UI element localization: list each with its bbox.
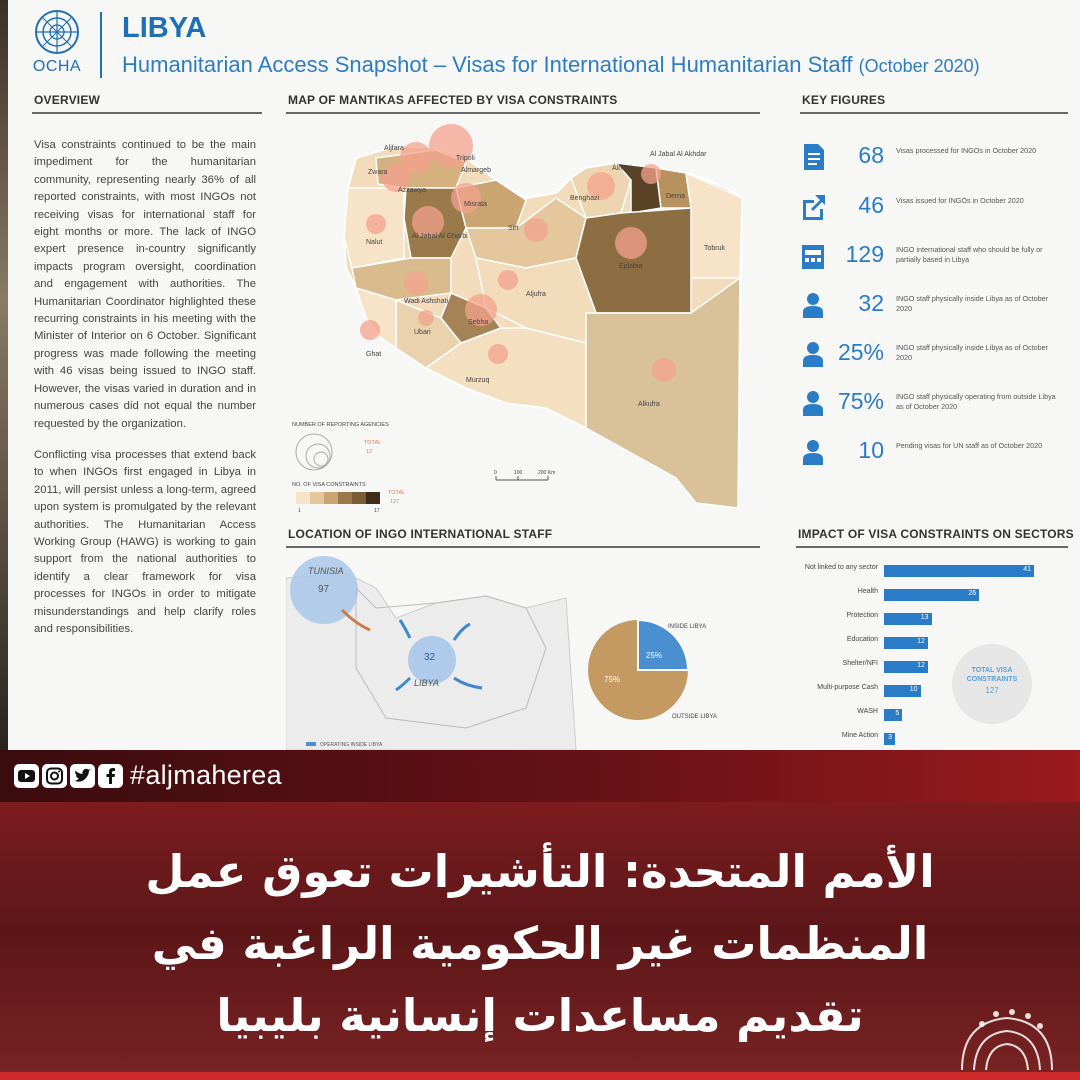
scale-200: 200 Km bbox=[538, 470, 556, 476]
person-icon bbox=[800, 388, 826, 418]
map-bubble bbox=[404, 271, 428, 295]
key-figure-value: 129 bbox=[845, 241, 884, 267]
headline-line: الأمم المتحدة: التأشيرات تعوق عمل bbox=[145, 845, 935, 898]
location-pie-chart bbox=[588, 620, 688, 720]
map-bubble bbox=[615, 227, 647, 259]
un-emblem-icon bbox=[33, 8, 81, 56]
sector-label: Shelter/NFI bbox=[842, 660, 878, 667]
sector-row bbox=[800, 588, 1070, 602]
libya-label: LIBYA bbox=[414, 678, 440, 688]
youtube-icon[interactable] bbox=[14, 764, 39, 788]
location-panel bbox=[286, 548, 756, 750]
location-map-svg bbox=[286, 548, 756, 750]
sector-row bbox=[800, 732, 1070, 746]
key-figure-row bbox=[800, 188, 1070, 228]
map-label: Ubari bbox=[414, 329, 431, 336]
map-label: Derna bbox=[666, 193, 686, 200]
map-bubble bbox=[524, 218, 548, 242]
key-figure-desc: INGO staff physically operating from outside Libya as of October 2020 bbox=[896, 392, 1056, 411]
map-label: Wadi Ashshati bbox=[404, 298, 449, 305]
photo-edge bbox=[0, 0, 8, 750]
social-icons bbox=[14, 764, 123, 790]
key-figure-value: 10 bbox=[858, 437, 884, 463]
key-figure-row bbox=[800, 433, 1070, 473]
map-label: Al Jabal Al Gharbi bbox=[412, 233, 468, 240]
bottom-accent-bar bbox=[0, 1072, 1080, 1080]
map-label: Aljfara bbox=[384, 145, 404, 152]
legend-constraints-scale bbox=[296, 492, 380, 504]
map-label: Benghazi bbox=[570, 195, 600, 202]
map-bubble bbox=[498, 270, 518, 290]
brand-ornament-icon bbox=[952, 1004, 1062, 1072]
sector-label: Protection bbox=[846, 612, 878, 619]
sector-label: WASH bbox=[857, 708, 878, 715]
sector-row bbox=[800, 612, 1070, 626]
sector-bar bbox=[884, 685, 921, 697]
map-rule bbox=[286, 112, 760, 114]
legend-agencies-total: TOTAL bbox=[364, 440, 382, 446]
key-figure-value: 75% bbox=[837, 388, 884, 414]
document-title bbox=[122, 52, 980, 78]
header-divider bbox=[100, 12, 102, 78]
map-label: Ghat bbox=[366, 351, 382, 358]
facebook-icon[interactable] bbox=[98, 764, 123, 788]
legend-agencies-title: NUMBER OF REPORTING AGENCIES bbox=[292, 422, 389, 428]
map-bubble bbox=[451, 183, 481, 213]
key-figures-rule bbox=[800, 112, 1068, 114]
map-label: Zwara bbox=[368, 169, 388, 176]
pie-outside-label: OUTSIDE LIBYA bbox=[672, 714, 717, 720]
sector-bar bbox=[884, 589, 979, 601]
overview-paragraph: Conflicting visa processes that extend back to when INGOs first engaged in Libya in 2011, will persist unless a long-term, agreed upon system is promulgated by the relevant authorities. The Humanitarian Access Working Group (HAWG) is working to gain support from the national authorities to identify a clear framework for visa processes for INGOs in order to mitigate misunderstandings and help clarify roles and responsibilities. bbox=[34, 448, 256, 635]
key-figure-value: 25% bbox=[837, 339, 884, 365]
location-title: LOCATION OF INGO INTERNATIONAL STAFF bbox=[288, 527, 553, 541]
sector-value: 10 bbox=[909, 686, 918, 693]
external-link-icon bbox=[800, 192, 826, 222]
legend-swatch bbox=[306, 742, 316, 746]
map-region bbox=[586, 278, 740, 508]
country-title: LIBYA bbox=[122, 12, 207, 44]
map-scale-bar bbox=[496, 476, 548, 480]
key-figure-value: 46 bbox=[858, 192, 884, 218]
map-label: Ejdabia bbox=[619, 263, 643, 270]
key-figure-value: 32 bbox=[858, 290, 884, 316]
person-icon bbox=[800, 290, 826, 320]
sector-value: 3 bbox=[888, 734, 892, 741]
libya-map-svg bbox=[286, 118, 756, 518]
map-label: Al Jabal Al Akhdar bbox=[650, 151, 707, 158]
location-legend: OPERATING INSIDE LIBYA bbox=[320, 742, 383, 748]
map-bubble bbox=[418, 310, 434, 326]
key-figure-desc: INGO staff physically inside Libya as of October 2020 bbox=[896, 343, 1049, 362]
map-label: Alkufra bbox=[638, 401, 660, 408]
person-icon bbox=[800, 339, 826, 369]
sectors-bar-chart bbox=[800, 556, 1070, 750]
key-figure-row bbox=[800, 384, 1070, 424]
key-figure-desc: Pending visas for UN staff as of October 2020 bbox=[896, 441, 1043, 450]
overview-rule bbox=[32, 112, 262, 114]
sector-bar bbox=[884, 565, 1034, 577]
person-icon bbox=[800, 437, 826, 467]
sectors-rule bbox=[796, 546, 1068, 548]
sector-label: Education bbox=[846, 636, 878, 643]
key-figure-desc: Visas issued for INGOs in October 2020 bbox=[896, 196, 1024, 205]
document-header bbox=[18, 6, 1078, 86]
sector-bar bbox=[884, 661, 928, 673]
scale-0: 0 bbox=[494, 470, 497, 476]
tunisia-label: TUNISIA bbox=[308, 566, 344, 576]
ingo-building-icon bbox=[800, 241, 826, 271]
map-title: MAP OF MANTIKAS AFFECTED BY VISA CONSTRAINTS bbox=[288, 93, 618, 107]
map-label: Almargeb bbox=[461, 167, 491, 174]
map-region bbox=[576, 208, 691, 313]
legend-agencies-total-val: 12 bbox=[366, 449, 373, 455]
sector-value: 5 bbox=[895, 710, 900, 717]
total-constraints-value: 127 bbox=[985, 686, 999, 695]
key-figures-title: KEY FIGURES bbox=[802, 93, 886, 107]
key-figure-row bbox=[800, 237, 1070, 277]
map-label: Misrata bbox=[464, 201, 487, 208]
map-label: Tripoli bbox=[456, 155, 475, 162]
legend-constraints-max: 17 bbox=[374, 508, 380, 514]
sector-row bbox=[800, 564, 1070, 578]
map-label: Murzuq bbox=[466, 377, 490, 384]
org-name: OCHA bbox=[32, 58, 82, 75]
headline-line: تقديم مساعدات إنسانية بليبيا bbox=[216, 989, 864, 1042]
legend-agencies-circles bbox=[296, 434, 332, 470]
pie-inside-value: 25% bbox=[646, 651, 663, 660]
legend-constraints-total-val: 127 bbox=[390, 499, 400, 505]
sector-bar bbox=[884, 637, 928, 649]
map-label: Azzawya bbox=[398, 187, 427, 194]
sector-row bbox=[800, 708, 1070, 722]
document-icon bbox=[800, 142, 826, 172]
legend-constraints-title: NO. OF VISA CONSTRAINTS bbox=[292, 482, 366, 488]
key-figure-desc: Visas processed for INGOs in October 2020 bbox=[896, 146, 1037, 155]
sector-label: Multi-purpose Cash bbox=[817, 684, 878, 691]
sector-bar bbox=[884, 733, 895, 745]
headline-line: المنظمات غير الحكومية الراغبة في bbox=[151, 917, 929, 970]
pie-outside-value: 75% bbox=[604, 675, 621, 684]
key-figure-value: 68 bbox=[858, 142, 884, 168]
map-label: Aljufra bbox=[526, 291, 546, 298]
total-constraints-circle bbox=[952, 644, 1032, 724]
legend-constraints-min: 1 bbox=[298, 508, 301, 514]
sector-bar bbox=[884, 709, 902, 721]
sector-value: 13 bbox=[920, 614, 929, 621]
document-date: (October 2020) bbox=[858, 56, 980, 76]
key-figure-desc: INGO international staff who should be fully or partially based in Libya bbox=[896, 245, 1043, 264]
map-label: Almarj bbox=[612, 165, 632, 172]
key-figure-row bbox=[800, 286, 1070, 326]
map-label: Nalut bbox=[366, 239, 383, 246]
sector-value: 12 bbox=[917, 638, 925, 645]
headline bbox=[90, 836, 990, 1052]
instagram-icon[interactable] bbox=[42, 764, 67, 788]
tunisia-value: 97 bbox=[318, 584, 330, 595]
social-handle[interactable]: #aljmaherea bbox=[130, 760, 282, 790]
total-constraints-label: TOTAL VISA CONSTRAINTS bbox=[966, 667, 1018, 683]
map-region bbox=[686, 173, 742, 278]
scale-100: 100 bbox=[514, 470, 523, 476]
document-title-text: Humanitarian Access Snapshot – Visas for International Humanitarian Staff bbox=[122, 52, 853, 77]
map-label: Tobruk bbox=[704, 245, 726, 252]
sector-label: Mine Action bbox=[841, 732, 878, 739]
sectors-title: IMPACT OF VISA CONSTRAINTS ON SECTORS bbox=[798, 527, 1074, 541]
sector-row bbox=[800, 636, 1070, 650]
overview-text bbox=[34, 137, 256, 652]
sector-value: 12 bbox=[917, 662, 925, 669]
map-label: Sebha bbox=[468, 319, 489, 326]
libya-map bbox=[286, 118, 756, 518]
legend-constraints-total: TOTAL bbox=[388, 490, 406, 496]
map-bubble bbox=[360, 320, 380, 340]
key-figure-desc: INGO staff physically inside Libya as of October 2020 bbox=[896, 294, 1049, 313]
pie-inside-label: INSIDE LIBYA bbox=[668, 624, 707, 630]
key-figure-row bbox=[800, 138, 1070, 178]
ocha-logo bbox=[22, 6, 92, 82]
map-bubble bbox=[641, 164, 661, 184]
key-figure-row bbox=[800, 335, 1070, 375]
sector-label: Health bbox=[857, 588, 878, 595]
sector-bar bbox=[884, 613, 932, 625]
sector-value: 26 bbox=[968, 590, 977, 597]
map-label: Sirt bbox=[508, 225, 519, 232]
sector-value: 41 bbox=[1023, 566, 1031, 573]
overview-title: OVERVIEW bbox=[34, 93, 101, 107]
map-bubble bbox=[488, 344, 508, 364]
sector-label: Not linked to any sector bbox=[804, 564, 878, 571]
map-bubble bbox=[366, 214, 386, 234]
twitter-icon[interactable] bbox=[70, 764, 95, 788]
overview-paragraph: Visa constraints continued to be the main impediment for the humanitarian community, representing nearly 36% of all reported constraints, with most INGOs not receiving visas for international staff for eight months or more. The lack of INGO expert presence in-country significantly impacts program oversight, coordination and engagement with authorities. The Humanitarian Coordinator highlighted these recurring constraints in his meeting with the Minister of Interior on 6 October. Significant progress was made following the meeting with 46 visas being issued to INGO staff. However, the visas varied in duration and in numerous cases did not equal the number requested by the organization. bbox=[34, 139, 256, 430]
map-bubble bbox=[652, 358, 676, 382]
libya-value: 32 bbox=[424, 652, 436, 663]
